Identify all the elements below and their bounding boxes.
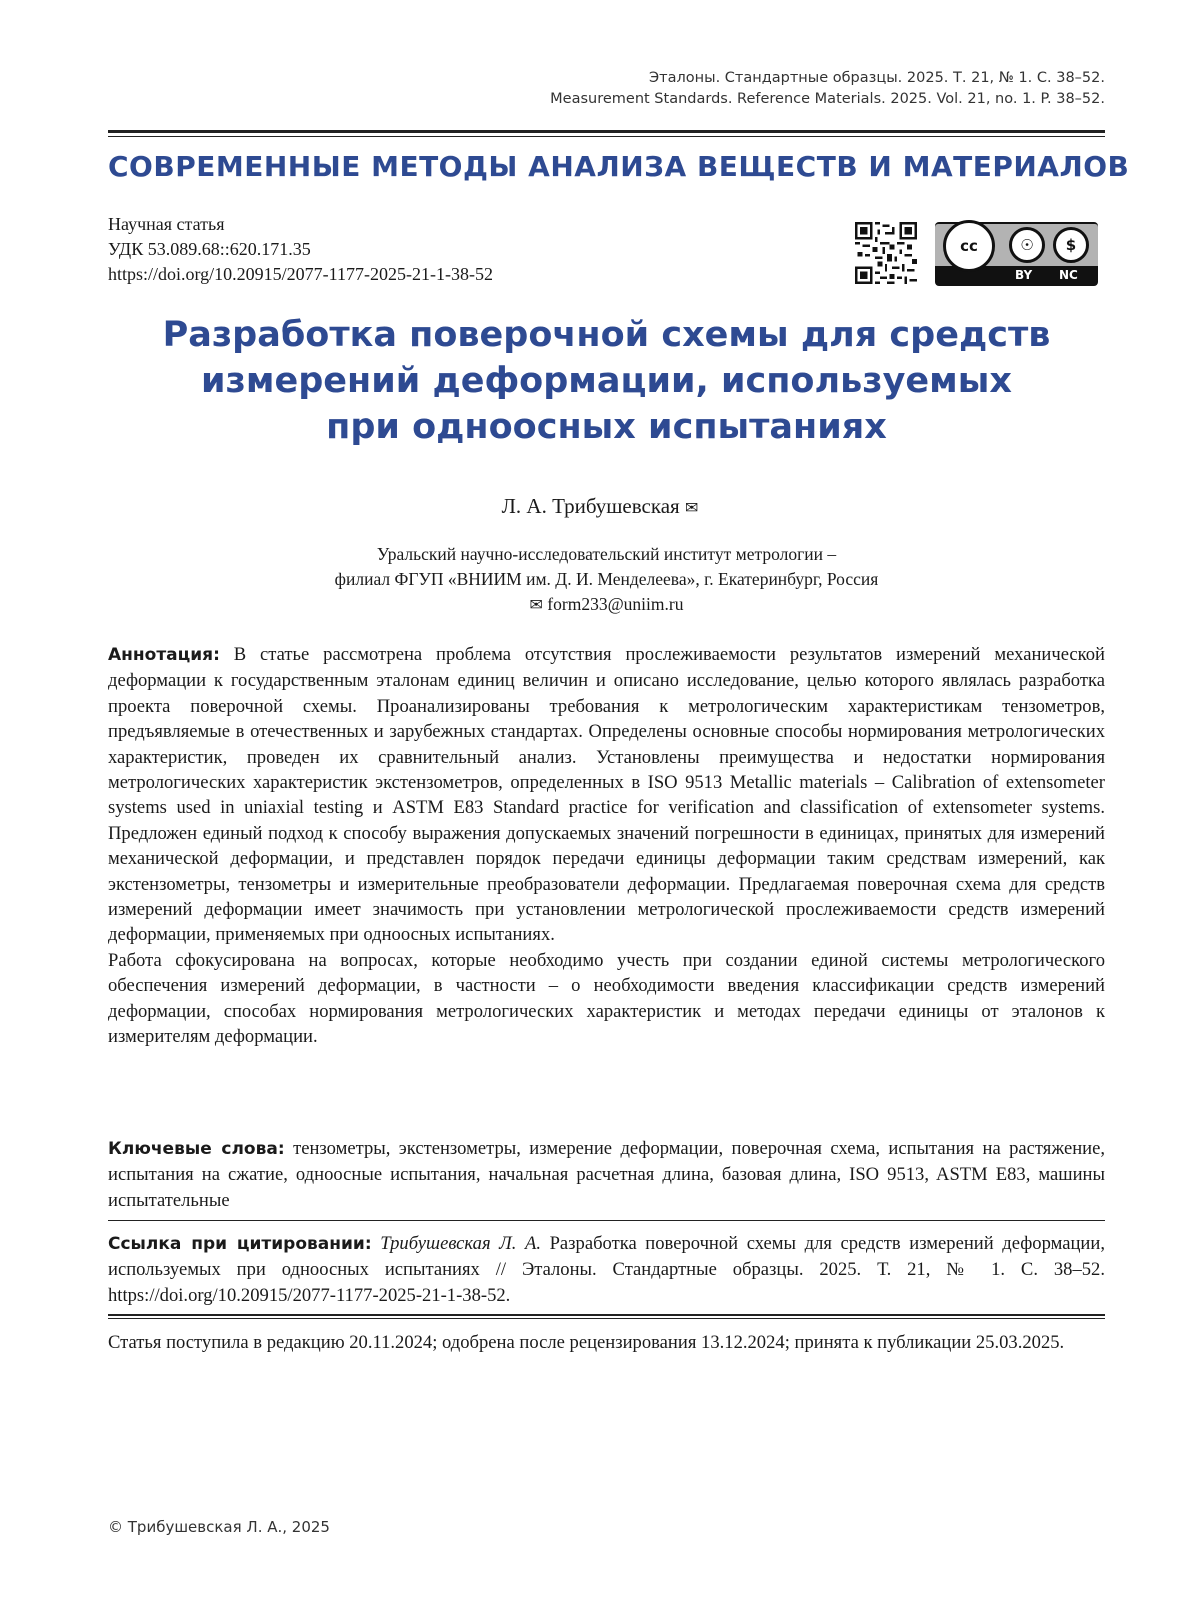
abstract-paragraph-2: Работа сфокусирована на вопросах, которые необходимо учесть при создании единой системы метрологического обеспечения измерений деформации, в частности – о необходимости введения классификации средств измерений деформации, способах нормирования метрологических характеристик и методах передачи единицы от эталонов к измерителям деформации. bbox=[108, 949, 1105, 1048]
email-link[interactable]: form233@uniim.ru bbox=[547, 594, 684, 614]
section-title: СОВРЕМЕННЫЕ МЕТОДЫ АНАЛИЗА ВЕЩЕСТВ И МАТЕРИАЛОВ bbox=[108, 150, 1130, 183]
article-title bbox=[108, 312, 1105, 450]
person-icon: ☉ bbox=[1009, 227, 1045, 263]
cc-license-badge[interactable] bbox=[935, 222, 1098, 286]
abstract-text-1: В статье рассмотрена проблема отсутствия прослеживаемости результатов измерений механической деформации к государственным эталонам единиц величин и описано исследование, целью которого являлась разработка проекта поверочной схемы. Проанализированы требования к метрологическим характеристикам тензометров, предъявляемые в отечественных и зарубежных стандартах. Определены основные способы нормирования метрологических характеристик, проведен их сравнительный анализ. Установлены преимущества и недостатки нормирования метрологических характеристик экстензометров, определенных в ISO 9513 Metallic materials – Calibration of extensometer systems used in uniaxial testing и ASTM E83 Standard practice for verification and classification of extensometer systems. Предложен единый подход к способу выражения допускаемых значений погрешности в единицах, принятых для измерений механической деформации, и представлен порядок передачи единицы деформации таким средствам измерений, как экстензометры, тензометры и измерительные преобразователи деформации. Предлагаемая поверочная схема для средств измерений деформации имеет значимость при установлении метрологической прослеживаемости средств измерений деформации, применяемых при одноосных испытаниях. bbox=[108, 644, 1106, 946]
running-head bbox=[550, 68, 1105, 110]
abstract bbox=[108, 642, 1105, 1050]
citation bbox=[108, 1231, 1105, 1308]
author-name: Л. А. Трибушевская bbox=[501, 494, 680, 518]
cc-icon: cc bbox=[943, 220, 995, 272]
citation-bottom-rule bbox=[108, 1314, 1105, 1319]
keywords bbox=[108, 1136, 1105, 1213]
received-dates: Статья поступила в редакцию 20.11.2024; одобрена после рецензирования 13.12.2024; принята к публикации 25.03.2025. bbox=[108, 1332, 1065, 1353]
citation-text: Разработка поверочной схемы для средств измерений деформации, используемых при одноосных испытаниях // Эталоны. Стандартные образцы. 2025. Т. 21, № 1. С. 38–52. https://doi.org/10.20915/2077-1177-2025-21-1-38-52. bbox=[108, 1233, 1105, 1306]
cc-by-label: BY bbox=[1015, 268, 1033, 282]
keywords-text: тензометры, экстензометры, измерение деформации, поверочная схема, испытания на растяжение, испытания на сжатие, одноосные испытания, начальная расчетная длина, базовая длина, ISO 9513, ASTM E83, машины испытательные bbox=[108, 1138, 1105, 1211]
envelope-icon: ✉ bbox=[529, 595, 543, 614]
no-dollar-icon: $ bbox=[1053, 227, 1089, 263]
citation-top-rule bbox=[108, 1220, 1105, 1221]
keywords-label: Ключевые слова: bbox=[108, 1139, 285, 1159]
envelope-icon: ✉ bbox=[684, 498, 699, 517]
top-rule bbox=[108, 130, 1105, 137]
abstract-label: Аннотация: bbox=[108, 645, 220, 665]
title-line-1: Разработка поверочной схемы для средств bbox=[162, 315, 1051, 355]
abstract-paragraph-1 bbox=[108, 642, 1105, 948]
author bbox=[0, 494, 1200, 519]
doi-link[interactable]: https://doi.org/10.20915/2077-1177-2025-21-1-38-52 bbox=[108, 264, 493, 284]
running-head-ru: Эталоны. Стандартные образцы. 2025. Т. 21, № 1. С. 38–52. bbox=[649, 70, 1105, 86]
affiliation-line-1: Уральский научно-исследовательский институт метрологии – bbox=[376, 544, 837, 564]
citation-author: Трибушевская Л. А. bbox=[380, 1233, 541, 1254]
copyright: © Трибушевская Л. А., 2025 bbox=[108, 1518, 330, 1536]
affiliation bbox=[108, 542, 1105, 617]
affiliation-line-2: филиал ФГУП «ВНИИМ им. Д. И. Менделеева», г. Екатеринбург, Россия bbox=[334, 569, 879, 589]
citation-label: Ссылка при цитировании: bbox=[108, 1234, 372, 1254]
affiliation-email[interactable] bbox=[108, 592, 1105, 617]
title-line-2: измерений деформации, используемых bbox=[201, 361, 1012, 401]
article-type: Научная статья bbox=[108, 214, 225, 234]
running-head-en: Measurement Standards. Reference Materials. 2025. Vol. 21, no. 1. P. 38–52. bbox=[550, 91, 1105, 107]
article-meta bbox=[108, 212, 493, 287]
udc: УДК 53.089.68::620.171.35 bbox=[108, 239, 311, 259]
cc-nc-label: NC bbox=[1059, 268, 1078, 282]
title-line-3: при одноосных испытаниях bbox=[326, 407, 887, 447]
qr-code-icon[interactable] bbox=[855, 222, 917, 284]
